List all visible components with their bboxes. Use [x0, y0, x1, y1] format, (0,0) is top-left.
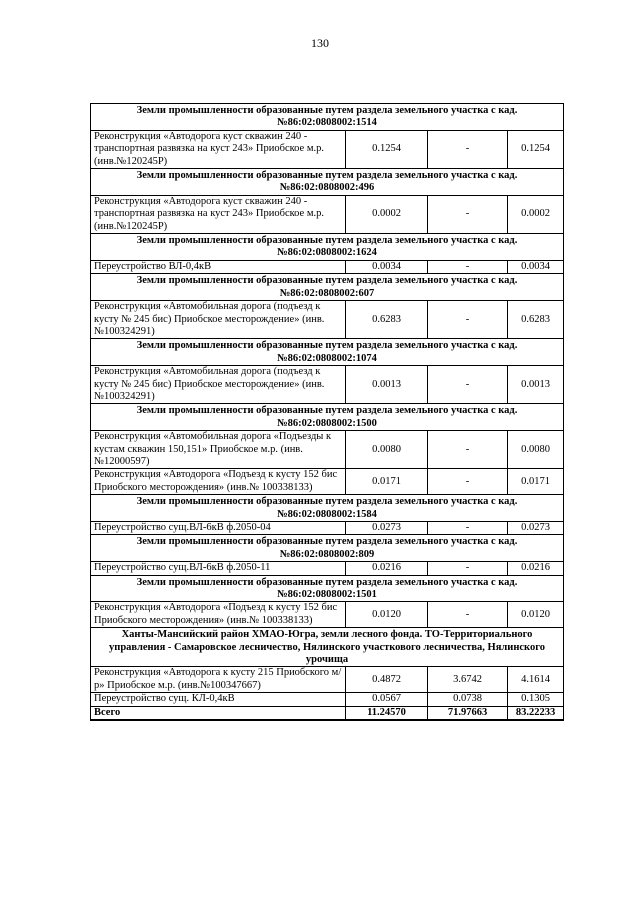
page-number: 130 [311, 36, 329, 50]
object-name-cell: Реконструкция «Автомобильная дорога «Подъезды к кустам скважин 150,151» Приобское м.р. (инв.№12000597) [91, 431, 346, 469]
area-cell-2: - [428, 195, 508, 233]
area-cell-1: 0.6283 [346, 301, 428, 339]
area-cell-2: - [428, 562, 508, 575]
section-header: Земли промышленности образованные путем раздела земельного участка с кад. №86:02:0808002:1501 [91, 575, 564, 602]
area-cell-1: 0.4872 [346, 667, 428, 693]
land-plots-table [90, 103, 564, 721]
section-header-row [91, 628, 564, 667]
section-header-row [91, 575, 564, 602]
table-row [91, 522, 564, 535]
section-header: Земли промышленности образованные путем раздела земельного участка с кад. №86:02:0808002:1514 [91, 104, 564, 131]
table-row [91, 301, 564, 339]
section-header: Земли промышленности образованные путем раздела земельного участка с кад. №86:02:0808002:496 [91, 169, 564, 196]
table-row [91, 260, 564, 273]
area-cell-1: 0.0216 [346, 562, 428, 575]
area-cell-1: 0.0171 [346, 469, 428, 495]
table-row [91, 602, 564, 628]
area-total-cell: 0.0013 [508, 366, 564, 404]
object-name-cell: Реконструкция «Автомобильная дорога (подъезд к кусту № 245 бис) Приобское месторождение» (инв.№100324291) [91, 366, 346, 404]
area-cell-1: 0.0013 [346, 366, 428, 404]
section-header: Ханты-Мансийский район ХМАО-Югра, земли лесного фонда. ТО-Территориального управления - Самаровское лесничество, Нялинского участкового лесничества, Нялинского урочища [91, 628, 564, 667]
area-total-cell: 0.0216 [508, 562, 564, 575]
area-cell-2: - [428, 260, 508, 273]
object-name-cell: Реконструкция «Автодорога куст скважин 240 - транспортная развязка на куст 243» Приобское м.р. (инв.№120245Р) [91, 195, 346, 233]
table-body [91, 104, 564, 721]
area-cell-2: - [428, 602, 508, 628]
area-cell-2: 3.6742 [428, 667, 508, 693]
section-header-row [91, 495, 564, 522]
section-header: Земли промышленности образованные путем раздела земельного участка с кад. №86:02:0808002:1500 [91, 404, 564, 431]
area-total-cell: 0.0034 [508, 260, 564, 273]
area-cell-1: 11.24570 [346, 706, 428, 720]
area-cell-2: - [428, 301, 508, 339]
table-row [91, 130, 564, 168]
object-name-cell: Переустройство сущ. КЛ-0,4кВ [91, 693, 346, 706]
area-total-cell: 0.6283 [508, 301, 564, 339]
section-header-row [91, 339, 564, 366]
table-row [91, 693, 564, 706]
table-row [91, 562, 564, 575]
area-total-cell: 0.0080 [508, 431, 564, 469]
area-cell-2: - [428, 469, 508, 495]
area-cell-2: 0.0738 [428, 693, 508, 706]
area-total-cell: 0.1254 [508, 130, 564, 168]
area-cell-2: - [428, 522, 508, 535]
object-name-cell: Переустройство сущ.ВЛ-6кВ ф.2050-04 [91, 522, 346, 535]
object-name-cell: Реконструкция «Автодорога «Подъезд к кусту 152 бис Приобского месторождения» (инв.№ 100338133) [91, 602, 346, 628]
table-row [91, 431, 564, 469]
area-cell-2: - [428, 366, 508, 404]
section-header: Земли промышленности образованные путем раздела земельного участка с кад. №86:02:0808002:1624 [91, 234, 564, 261]
area-cell-1: 0.0273 [346, 522, 428, 535]
area-total-cell: 4.1614 [508, 667, 564, 693]
section-header: Земли промышленности образованные путем раздела земельного участка с кад. №86:02:0808002:809 [91, 535, 564, 562]
area-total-cell: 0.0171 [508, 469, 564, 495]
area-cell-2: - [428, 130, 508, 168]
object-name-cell: Реконструкция «Автодорога к кусту 215 Приобского м/р» Приобское м.р. (инв.№100347667) [91, 667, 346, 693]
section-header-row [91, 404, 564, 431]
area-total-cell: 0.0120 [508, 602, 564, 628]
object-name-cell: Реконструкция «Автодорога куст скважин 240 - транспортная развязка на куст 243» Приобское м.р. (инв.№120245Р) [91, 130, 346, 168]
area-total-cell: 0.0002 [508, 195, 564, 233]
area-total-cell: 0.1305 [508, 693, 564, 706]
area-cell-1: 0.0002 [346, 195, 428, 233]
object-name-cell: Реконструкция «Автодорога «Подъезд к кусту 152 бис Приобского месторождения» (инв.№ 100338133) [91, 469, 346, 495]
area-total-cell: 0.0273 [508, 522, 564, 535]
area-cell-2: 71.97663 [428, 706, 508, 720]
object-name-cell: Переустройство сущ.ВЛ-6кВ ф.2050-11 [91, 562, 346, 575]
section-header-row [91, 169, 564, 196]
section-header: Земли промышленности образованные путем раздела земельного участка с кад. №86:02:0808002:1074 [91, 339, 564, 366]
table-row [91, 366, 564, 404]
area-total-cell: 83.22233 [508, 706, 564, 720]
section-header-row [91, 274, 564, 301]
section-header-row [91, 535, 564, 562]
table-row [91, 195, 564, 233]
table-row [91, 667, 564, 693]
total-row [91, 706, 564, 720]
section-header: Земли промышленности образованные путем раздела земельного участка с кад. №86:02:0808002:607 [91, 274, 564, 301]
object-name-cell: Всего [91, 706, 346, 720]
area-cell-1: 0.0080 [346, 431, 428, 469]
area-cell-1: 0.0567 [346, 693, 428, 706]
table-row [91, 469, 564, 495]
area-cell-1: 0.0120 [346, 602, 428, 628]
section-header: Земли промышленности образованные путем раздела земельного участка с кад. №86:02:0808002:1584 [91, 495, 564, 522]
area-cell-1: 0.1254 [346, 130, 428, 168]
section-header-row [91, 104, 564, 131]
object-name-cell: Переустройство ВЛ-0,4кВ [91, 260, 346, 273]
area-cell-1: 0.0034 [346, 260, 428, 273]
object-name-cell: Реконструкция «Автомобильная дорога (подъезд к кусту № 245 бис) Приобское месторождение» (инв.№100324291) [91, 301, 346, 339]
area-cell-2: - [428, 431, 508, 469]
section-header-row [91, 234, 564, 261]
